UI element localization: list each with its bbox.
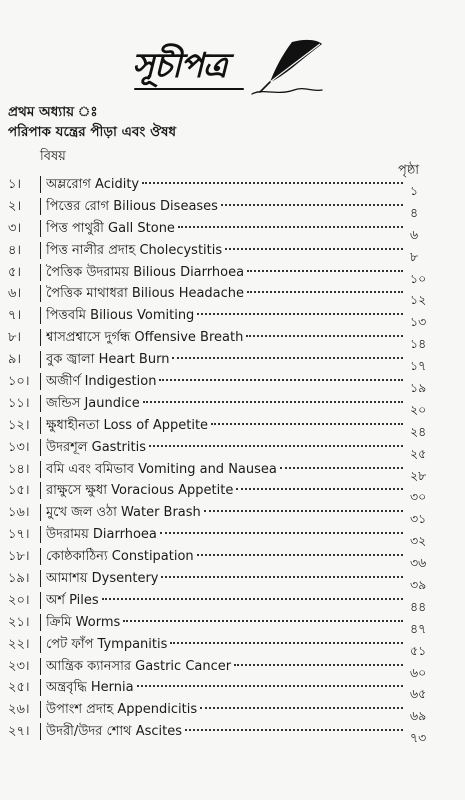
entry-page: ৪৭ — [410, 620, 427, 636]
dot-leader — [247, 291, 403, 293]
toc-entry[interactable] — [0, 699, 465, 724]
page-column-header: পৃষ্ঠা — [398, 163, 420, 178]
toc-entry[interactable] — [0, 174, 465, 196]
page-title — [132, 36, 332, 100]
toc-entry[interactable] — [0, 721, 465, 746]
entry-page: ১৯ — [410, 380, 427, 396]
toc-entry[interactable] — [0, 283, 465, 308]
toc-entry[interactable] — [0, 502, 465, 527]
toc-entry[interactable] — [0, 218, 465, 240]
entry-title: পৈত্তিক উদরাময় Bilious Diarrhoea — [46, 264, 245, 280]
entry-title: পিত্তবমি Bilious Vomiting — [46, 308, 195, 324]
entry-number: ৩। — [8, 220, 22, 236]
entry-title: পিত্তের রোগ Bilious Diseases — [46, 198, 218, 214]
entry-title: ক্ষুধাহীনতা Loss of Appetite — [46, 417, 209, 433]
title-underline — [134, 88, 244, 90]
entry-title: ক্রিমি Worms — [46, 614, 121, 630]
entry-number: ২। — [8, 198, 22, 214]
entry-page: ১০ — [410, 270, 427, 286]
toc-entry[interactable] — [0, 305, 465, 330]
entry-page: ১৭ — [410, 358, 427, 374]
dot-leader — [149, 445, 403, 447]
dot-leader — [236, 488, 403, 490]
entry-number: ৪। — [8, 242, 22, 258]
entry-page: ১ — [410, 183, 419, 198]
entry-number: ১২। — [8, 417, 30, 433]
entry-page: ২৫ — [410, 445, 427, 461]
entry-number: ২১। — [8, 614, 30, 630]
entry-number: ৭। — [8, 308, 22, 324]
entry-title: আমাশয় Dysentery — [46, 571, 159, 587]
entry-title: অম্লরোগ Acidity — [46, 177, 140, 192]
dot-leader — [234, 664, 403, 666]
dot-leader — [225, 248, 403, 250]
entry-title: উদরী/উদর শোথ Ascites — [46, 724, 183, 740]
toc-entry[interactable] — [0, 546, 465, 571]
entry-page: ৬০ — [410, 664, 427, 680]
entry-title: শ্বাসপ্রশ্বাসে দুর্গন্ধ Offensive Breath — [46, 330, 244, 346]
toc-entry[interactable] — [0, 612, 465, 634]
entry-number: ১৪। — [8, 461, 30, 477]
entry-number: ২২। — [8, 636, 30, 652]
dot-leader — [172, 357, 403, 359]
entry-title: উদরাময় Diarrhoea — [46, 527, 157, 543]
entry-number: ২৬। — [8, 702, 30, 718]
entry-number: ১০। — [8, 374, 30, 390]
dot-leader — [142, 182, 403, 184]
dot-leader — [211, 423, 403, 425]
entry-title: উপাংশ প্রদাহ Appendicitis — [46, 702, 198, 718]
dot-leader — [160, 532, 403, 534]
dot-leader — [143, 401, 403, 403]
dot-leader — [221, 204, 403, 206]
dot-leader — [204, 510, 403, 512]
toc-entry[interactable] — [0, 459, 465, 481]
entry-title: পিত্ত পাথুরী Gall Stone — [46, 220, 175, 236]
toc-entry[interactable] — [0, 590, 465, 612]
dot-leader — [197, 313, 403, 315]
entry-title: বমি এবং বমিভাব Vomiting and Nausea — [46, 461, 277, 477]
entry-number: ১। — [8, 177, 22, 192]
entry-title: পিত্ত নালীর প্রদাহ Cholecystitis — [46, 242, 223, 258]
dot-leader — [280, 467, 403, 469]
entry-page: ১৩ — [410, 314, 427, 330]
entry-number: ৯। — [8, 352, 22, 368]
chapter-heading: প্রথম অধ্যায় ঃ — [8, 104, 98, 120]
dot-leader — [197, 554, 403, 556]
entry-number: ৮। — [8, 330, 22, 346]
entry-page: ৬৯ — [410, 708, 427, 724]
entry-page: ৪৪ — [410, 598, 427, 614]
dot-leader — [102, 598, 403, 600]
entry-number: ১৯। — [8, 571, 30, 587]
entry-number: ১৬। — [8, 505, 30, 521]
entry-number: ২০। — [8, 592, 30, 608]
entry-page: ৩৯ — [410, 577, 427, 593]
entry-page: ৮ — [410, 248, 419, 264]
entry-number: ১১। — [8, 395, 30, 411]
entry-page: ৩০ — [410, 489, 427, 505]
entry-title: মুখে জল ওঠা Water Brash — [46, 505, 201, 521]
entry-title: পেট ফাঁপ Tympanitis — [46, 636, 168, 652]
entry-page: ৩৬ — [410, 555, 427, 571]
toc-entry[interactable] — [0, 393, 465, 415]
toc-entry[interactable] — [0, 371, 465, 396]
entry-page: ১২ — [410, 292, 427, 308]
toc-entry[interactable] — [0, 262, 465, 284]
subject-column-header: বিষয় — [40, 149, 66, 164]
entry-title: অর্শ Piles — [46, 592, 99, 608]
entry-title: কোষ্ঠকাঠিন্য Constipation — [46, 549, 194, 565]
dot-leader — [161, 576, 403, 578]
dot-leader — [178, 226, 403, 228]
toc-entry[interactable] — [0, 656, 465, 678]
toc-entry[interactable] — [0, 634, 465, 656]
entry-page: ৭৩ — [410, 730, 427, 746]
title-text: সূচীপত্র — [132, 46, 227, 86]
toc-entry[interactable] — [0, 415, 465, 437]
section-heading: পরিপাক যন্ত্রের পীড়া এবং ঔষধ — [8, 124, 177, 140]
entry-number: ১৫। — [8, 483, 30, 499]
entry-page: ১৪ — [410, 336, 427, 352]
dot-leader — [159, 379, 403, 381]
dot-leader — [200, 707, 403, 709]
dot-leader — [170, 642, 403, 644]
entry-number: ১৩। — [8, 439, 30, 455]
entry-page: ৬৫ — [410, 686, 427, 702]
entry-page: ৩২ — [410, 533, 427, 549]
entry-number: ২৫। — [8, 680, 30, 696]
toc-list — [0, 174, 465, 746]
quill-pen-icon — [248, 36, 326, 98]
dot-leader — [137, 685, 403, 687]
entry-title: বুক জ্বালা Heart Burn — [46, 352, 170, 368]
entry-page: ৪ — [410, 204, 419, 220]
toc-entry[interactable] — [0, 437, 465, 459]
entry-page: ২৪ — [410, 423, 427, 439]
entry-title: আন্ত্রিক ক্যানসার Gastric Cancer — [46, 658, 232, 674]
entry-number: ২৩। — [8, 658, 30, 674]
entry-number: ৫। — [8, 264, 22, 280]
toc-entry[interactable] — [0, 349, 465, 374]
entry-title: জন্ডিস Jaundice — [46, 395, 140, 411]
toc-entry[interactable] — [0, 677, 465, 702]
entry-page: ৬ — [410, 226, 419, 242]
entry-title: অন্ত্রবৃদ্ধি Hernia — [46, 680, 134, 696]
toc-entry[interactable] — [0, 568, 465, 593]
entry-number: ১৮। — [8, 549, 30, 565]
dot-leader — [247, 270, 403, 272]
toc-entry[interactable] — [0, 524, 465, 549]
toc-entry[interactable] — [0, 240, 465, 262]
entry-page: ৫১ — [410, 642, 427, 658]
entry-title: উদরশূল Gastritis — [46, 439, 146, 455]
entry-title: রাক্ষুসে ক্ষুধা Voracious Appetite — [46, 483, 234, 499]
dot-leader — [246, 335, 403, 337]
entry-page: ৩১ — [410, 511, 427, 527]
toc-entry[interactable] — [0, 480, 465, 505]
dot-leader — [185, 729, 403, 731]
entry-number: ৬। — [8, 286, 22, 302]
entry-number: ১৭। — [8, 527, 30, 543]
entry-title: পৈত্তিক মাথাধরা Bilious Headache — [46, 286, 245, 302]
entry-page: ২০ — [410, 401, 427, 417]
entry-number: ২৭। — [8, 724, 30, 740]
entry-title: অজীর্ণ Indigestion — [46, 374, 157, 390]
toc-entry[interactable] — [0, 196, 465, 218]
toc-entry[interactable] — [0, 327, 465, 352]
dot-leader — [123, 620, 403, 622]
entry-page: ২৮ — [410, 467, 427, 483]
